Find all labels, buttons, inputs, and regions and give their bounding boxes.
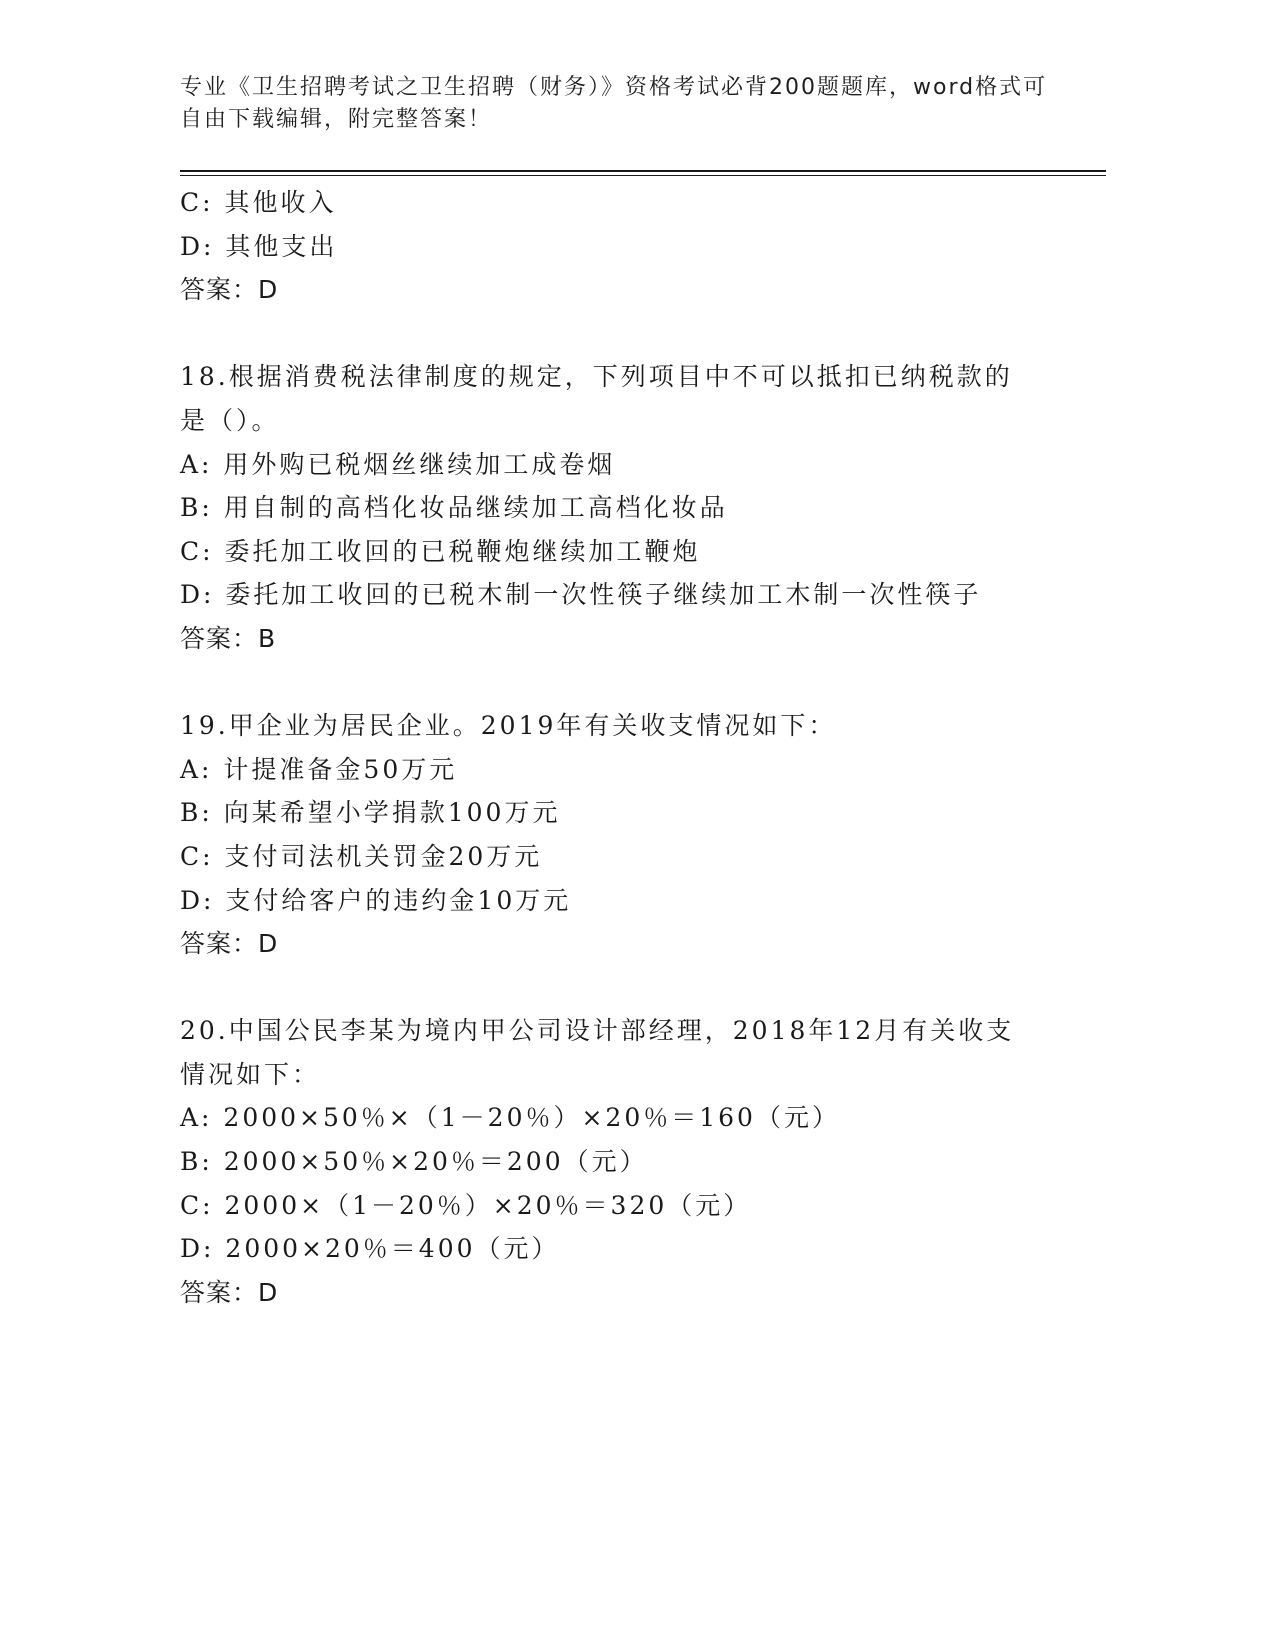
- header-rule-thin: [180, 175, 1106, 176]
- question-17-tail: [180, 181, 1080, 312]
- option-d: D: 委托加工收回的已税木制一次性筷子继续加工木制一次性筷子: [180, 580, 982, 610]
- spacer: [180, 661, 1080, 705]
- option-d: D: 2000×20％＝400（元）: [180, 1234, 560, 1264]
- answer-label: 答案：D: [180, 1277, 279, 1307]
- question-18: [180, 355, 1080, 660]
- answer-label: 答案：D: [180, 929, 279, 959]
- option-c: C: 支付司法机关罚金20万元: [180, 841, 543, 871]
- option-c: C: 委托加工收回的已税鞭炮继续加工鞭炮: [180, 536, 701, 566]
- questions-content: [180, 181, 1080, 1314]
- option-a: A: 用外购已税烟丝继续加工成卷烟: [180, 449, 616, 479]
- document-header: 专业《卫生招聘考试之卫生招聘（财务）》资格考试必背200题题库，word格式可自由下载编辑，附完整答案！: [180, 75, 1048, 132]
- question-19: [180, 704, 1080, 966]
- question-20: [180, 1009, 1080, 1314]
- answer-label: 答案：D: [180, 275, 279, 305]
- header-rule-thick: [180, 170, 1106, 172]
- question-text: 19.甲企业为居民企业。2019年有关收支情况如下：: [180, 711, 837, 741]
- option-a: A: 2000×50％×（1－20％）×20％＝160（元）: [180, 1103, 840, 1133]
- option-a: A: 计提准备金50万元: [180, 754, 458, 784]
- option-d: D: 其他支出: [180, 231, 338, 261]
- option-b: B: 2000×50％×20％＝200（元）: [180, 1147, 648, 1177]
- option-b: B: 向某希望小学捐款100万元: [180, 798, 561, 828]
- answer-label: 答案：B: [180, 623, 277, 653]
- option-d: D: 支付给客户的违约金10万元: [180, 885, 572, 915]
- option-c: C: 2000×（1－20％）×20％＝320（元）: [180, 1190, 752, 1220]
- question-text: 18.根据消费税法律制度的规定，下列项目中不可以抵扣已纳税款的是（）。: [180, 362, 1013, 435]
- spacer: [180, 966, 1080, 1010]
- option-c: C: 其他收入: [180, 188, 337, 217]
- spacer: [180, 312, 1080, 356]
- option-b: B: 用自制的高档化妆品继续加工高档化妆品: [180, 493, 728, 523]
- question-text: 20.中国公民李某为境内甲公司设计部经理，2018年12月有关收支情况如下：: [180, 1016, 1015, 1089]
